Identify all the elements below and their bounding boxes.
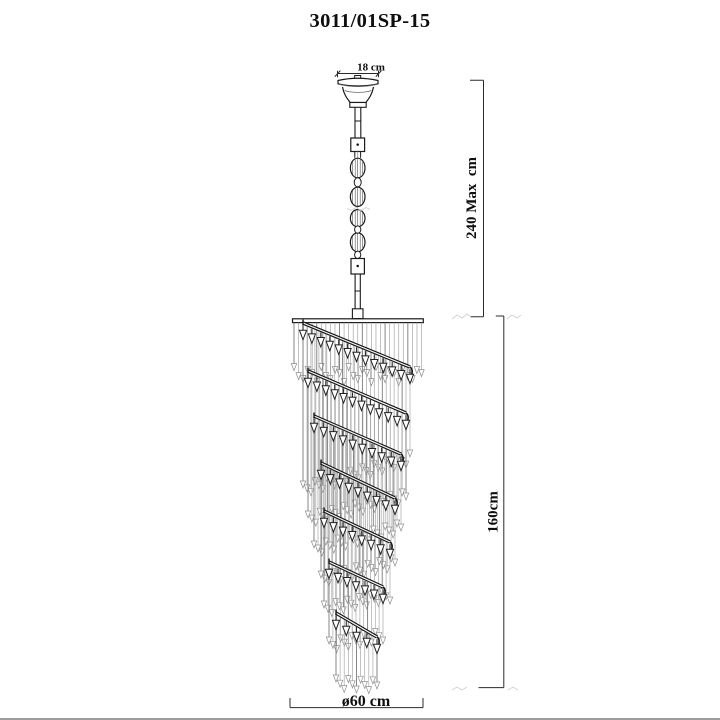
max-height-label: 240 Max cm	[464, 156, 480, 240]
suspension-assembly	[338, 76, 378, 319]
crystal-tip	[374, 682, 379, 689]
crystal-prism	[332, 620, 339, 630]
crystal-prism	[359, 444, 366, 454]
break-mark	[452, 314, 471, 319]
rod-coupler	[352, 309, 363, 319]
crystal-prism	[352, 582, 359, 592]
crystal-prism	[320, 518, 327, 528]
crystal-tiers	[291, 320, 424, 694]
crystal-tip	[291, 364, 296, 371]
product-code: 3011/01SP-15	[309, 10, 431, 32]
crystal-prism	[322, 386, 329, 396]
crystal-tip	[364, 602, 369, 609]
crystal-prism	[353, 352, 360, 362]
chain-ring	[355, 251, 361, 258]
canopy-width-label: 18 cm	[357, 61, 385, 74]
crystal-tip	[398, 524, 403, 531]
crystal-tip	[354, 686, 359, 693]
break-mark	[508, 687, 518, 690]
crystal-prism	[344, 349, 351, 359]
crystal-tip	[373, 569, 378, 576]
canopy-brim	[338, 78, 378, 86]
crystal-tip	[357, 641, 362, 648]
break-mark	[507, 315, 521, 319]
crystal-tip	[334, 646, 339, 653]
crystal-prism	[304, 378, 311, 388]
dimension-canopy-width	[335, 62, 385, 78]
crystal-prism	[313, 382, 320, 392]
canopy-bell	[343, 87, 374, 103]
crystal-prism	[385, 413, 392, 423]
crystal-tip	[403, 493, 408, 500]
crystal-tip	[369, 379, 374, 386]
dimension-diameter	[290, 693, 423, 710]
crystal-tip	[385, 566, 390, 573]
crystal-prism	[299, 330, 306, 340]
crystal-tip	[329, 609, 334, 616]
crystal-tip	[348, 511, 353, 518]
canopy-collar	[350, 103, 366, 108]
crystal-tip	[407, 450, 412, 457]
chain-ring	[354, 178, 361, 187]
crystal-tip	[376, 600, 381, 607]
crystal-tip	[352, 604, 357, 611]
crystal-prism	[394, 416, 401, 426]
body-height-label: 160cm	[485, 491, 502, 533]
connector-screw	[356, 265, 359, 268]
crystal-prism	[367, 405, 374, 415]
crystal-tip	[355, 540, 360, 547]
crystal-prism	[326, 341, 333, 351]
connector-screw	[356, 143, 359, 146]
crystal-prism	[368, 540, 375, 550]
crystal-tip	[341, 607, 346, 614]
break-mark	[452, 687, 467, 690]
crystal-prism	[335, 345, 342, 355]
crystal-tip	[308, 489, 313, 496]
crystal-prism	[310, 423, 317, 433]
dimension-max-height	[464, 80, 484, 317]
crystal-tip	[380, 637, 385, 644]
crystal-prism	[362, 356, 369, 366]
crystal-prism	[340, 394, 347, 404]
dimension-body-height	[479, 316, 504, 688]
top-plate	[293, 319, 424, 323]
upper-rod	[355, 107, 361, 138]
crystal-tip	[392, 559, 397, 566]
crystal-tip	[419, 370, 424, 377]
chain-ring	[355, 226, 361, 233]
crystal-tip	[342, 685, 347, 692]
crystal-tip	[387, 597, 392, 604]
crystal-tip	[360, 508, 365, 515]
crystal-prism	[317, 338, 324, 348]
lower-rod	[355, 274, 360, 309]
crystal-tip	[382, 376, 387, 383]
crystal-prism	[363, 638, 370, 648]
crystal-prism	[343, 626, 350, 636]
crystal-tip	[355, 376, 360, 383]
crystal-prism	[373, 644, 380, 654]
crystal-tip	[364, 370, 369, 377]
crystal-prism	[402, 420, 409, 430]
crystal-tip	[337, 370, 342, 377]
crystal-prism	[308, 334, 315, 344]
crystal-prism	[376, 409, 383, 419]
crystal-prism	[331, 390, 338, 400]
crystal-prism	[391, 505, 398, 515]
diameter-label: ø60 cm	[341, 693, 391, 710]
crystal-prism	[354, 488, 361, 498]
